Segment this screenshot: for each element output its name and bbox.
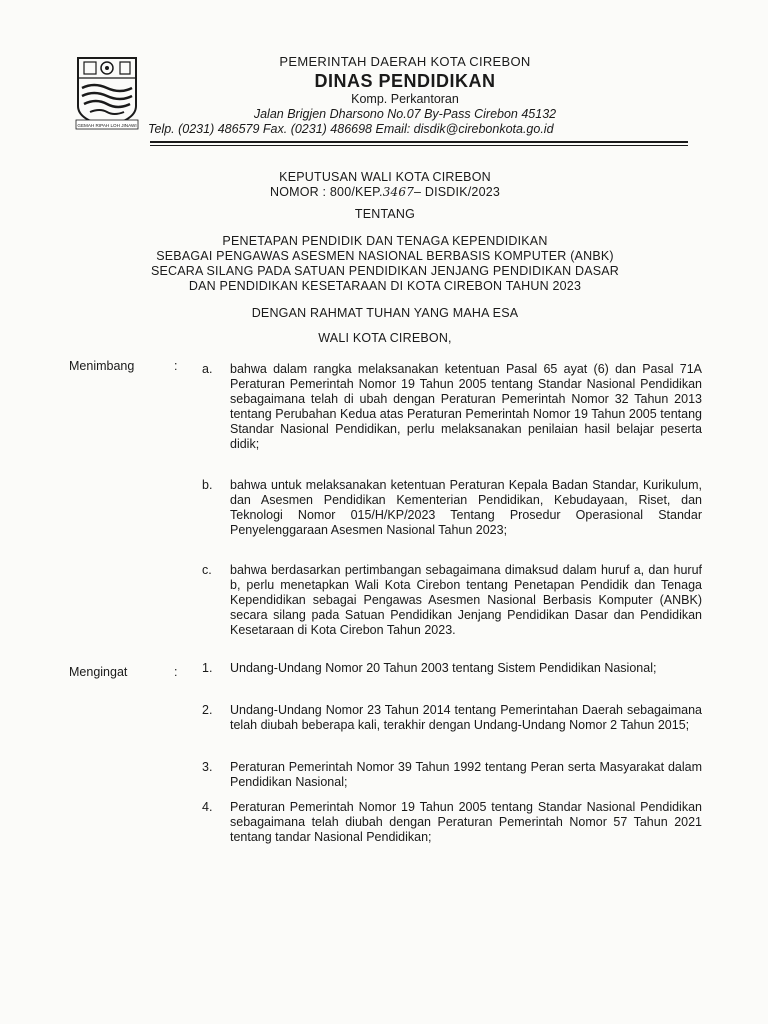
mengingat-item: 1. Undang-Undang Nomor 20 Tahun 2003 tentang Sistem Pendidikan Nasional; xyxy=(202,661,657,675)
svg-text:GEMAH RIPAH LOH JINAWI: GEMAH RIPAH LOH JINAWI xyxy=(77,123,137,128)
cirebon-city-emblem xyxy=(74,54,140,130)
decree-about: TENTANG xyxy=(354,207,416,221)
office-address: Jalan Brigjen Dharsono No.07 By-Pass Cirebon 45132 xyxy=(253,107,557,121)
menimbang-colon: : xyxy=(174,359,178,373)
header-divider-thin xyxy=(150,145,688,146)
menimbang-item: b. bahwa untuk melaksanakan ketentuan Peraturan Kepala Badan Standar, Kurikulum, dan Asesmen Pendidikan Kementerian Pendidikan, Kebudayaan, Riset, dan Teknologi Nomor 015/H/KP/2023 Tentang Prosedur Operasional Standar Penyelenggaraan Asesmen Nasional Tahun 2023; xyxy=(202,478,702,537)
decree-subject-line: SEBAGAI PENGAWAS ASESMEN NASIONAL BERBASIS KOMPUTER (ANBK) xyxy=(156,249,614,263)
menimbang-item: a. bahwa dalam rangka melaksanakan ketentuan Pasal 65 ayat (6) dan Pasal 71A Peraturan Pemerintah Nomor 19 Tahun 2005 tentang Standar Nasional Pendidikan sebagaimana telah di ubah dengan Peraturan Pemerintah Nomor 32 Tahun 2013 tentang Perubahan Kedua atas Peraturan Pemerintah Nomor 19 Tahun 2005 tentang Standar Nasional Pendidikan, perlu melaksanakan penilaian hasil belajar peserta didik; xyxy=(202,362,702,451)
mengingat-label: Mengingat xyxy=(69,665,128,679)
mengingat-item: 3. Peraturan Pemerintah Nomor 39 Tahun 1992 tentang Peran serta Masyarakat dalam Pendidikan Nasional; xyxy=(202,760,702,789)
agency-name: DINAS PENDIDIKAN xyxy=(314,71,496,91)
office-complex: Komp. Perkantoran xyxy=(351,92,459,106)
mengingat-item: 4. Peraturan Pemerintah Nomor 19 Tahun 2005 tentang Standar Nasional Pendidikan sebagaimana telah diubah dengan Peraturan Pemerintah Nomor 57 Tahun 2021 tentang tandar Nasional Pendidikan; xyxy=(202,800,702,844)
menimbang-label: Menimbang xyxy=(69,359,135,373)
menimbang-item: c. bahwa berdasarkan pertimbangan sebagaimana dimaksud dalam huruf a, dan huruf b, perlu menetapkan Wali Kota Cirebon tentang Penetapan Pendidik dan Tenaga Kependidikan sebagai Pengawas Asesmen Nasional Berbasis Komputer (ANBK) secara silang pada Satuan Pendidikan Jenjang Pendidikan Dasar dan Pendidikan Kesetaraan di Kota Cirebon Tahun 2023. xyxy=(202,563,702,637)
header-divider-thick xyxy=(150,141,688,143)
government-name: PEMERINTAH DAERAH KOTA CIREBON xyxy=(279,54,531,69)
handwritten-number: 3467 xyxy=(382,185,415,199)
blessing-line: DENGAN RAHMAT TUHAN YANG MAHA ESA xyxy=(251,306,519,320)
office-contact: Telp. (0231) 486579 Fax. (0231) 486698 Email: disdik@cirebonkota.go.id xyxy=(148,122,554,136)
decree-subject-line: SECARA SILANG PADA SATUAN PENDIDIKAN JENJANG PENDIDIKAN DASAR xyxy=(150,264,620,278)
letterhead xyxy=(150,54,660,137)
authority-line: WALI KOTA CIREBON, xyxy=(318,331,452,345)
decree-subject-line: DAN PENDIDIKAN KESETARAAN DI KOTA CIREBON TAHUN 2023 xyxy=(188,279,582,293)
decree-title: KEPUTUSAN WALI KOTA CIREBON xyxy=(279,170,491,184)
mengingat-colon: : xyxy=(174,665,178,679)
mengingat-item: 2. Undang-Undang Nomor 23 Tahun 2014 tentang Pemerintahan Daerah sebagaimana telah diubah beberapa kali, terakhir dengan Undang-Undang Nomor 2 Tahun 2015; xyxy=(202,703,702,732)
decree-number: NOMOR : 800/KEP.3467– DISDIK/2023 xyxy=(269,185,501,199)
decree-subject-line: PENETAPAN PENDIDIK DAN TENAGA KEPENDIDIKAN xyxy=(222,234,548,248)
